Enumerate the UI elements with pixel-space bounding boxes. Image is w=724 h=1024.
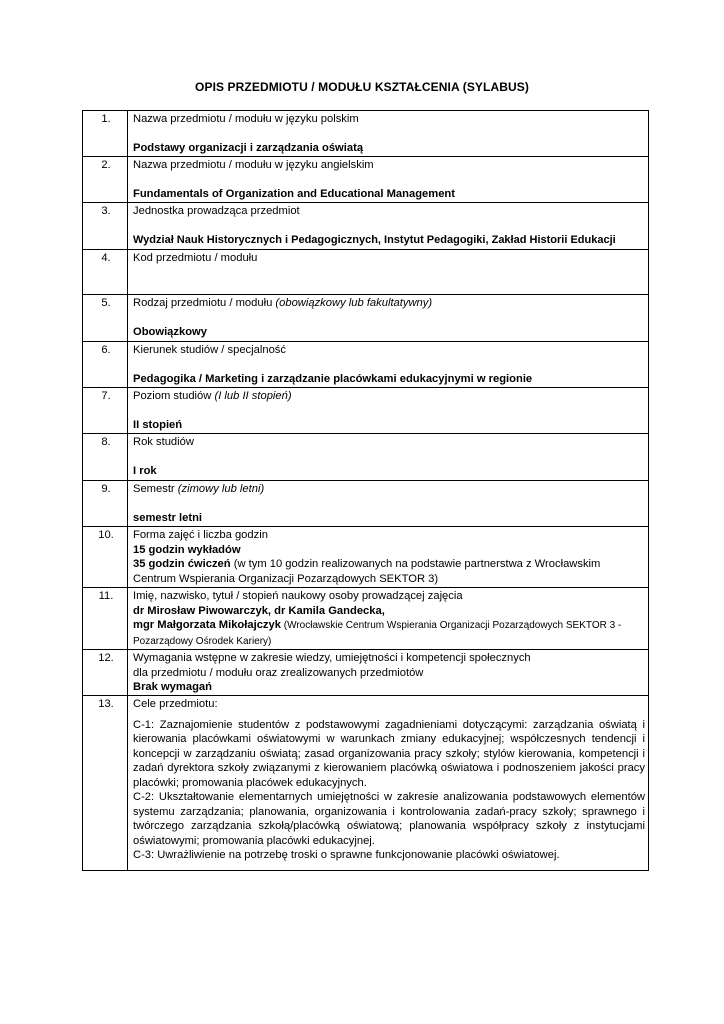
row-number: 2. <box>83 157 128 203</box>
field-value-detail: 35 godzin ćwiczeń (w tym 10 godzin realizowanych na podstawie partnerstwa z Wrocławskim Centrum Wspierania Organizacji Pozarządowych SEKTOR 3) <box>133 558 601 585</box>
row-number: 8. <box>83 434 128 481</box>
row-content <box>128 434 649 481</box>
row-content <box>128 388 649 434</box>
row-number: 1. <box>83 111 128 157</box>
table-row <box>83 388 649 434</box>
field-label: Imię, nazwisko, tytuł / stopień naukowy osoby prowadzącej zajęcia <box>133 590 463 602</box>
field-value: 15 godzin wykładów <box>133 543 241 556</box>
row-content <box>128 696 649 871</box>
table-row <box>83 527 649 588</box>
field-value: I rok <box>133 464 157 477</box>
row-content <box>128 342 649 388</box>
field-label: Jednostka prowadząca przedmiot <box>133 205 300 217</box>
row-number: 10. <box>83 527 128 588</box>
field-label: Nazwa przedmiotu / modułu w języku angielskim <box>133 159 374 171</box>
table-row <box>83 250 649 295</box>
row-number: 12. <box>83 650 128 696</box>
field-value: dr Mirosław Piwowarczyk, dr Kamila Gandecka, <box>133 604 385 617</box>
field-value: Wydział Nauk Historycznych i Pedagogicznych, Instytut Pedagogiki, Zakład Historii Edukacji <box>133 233 616 246</box>
field-value: Pedagogika / Marketing i zarządzanie placówkami edukacyjnymi w regionie <box>133 372 533 385</box>
row-number: 7. <box>83 388 128 434</box>
row-number: 5. <box>83 295 128 342</box>
table-row <box>83 696 649 871</box>
field-label: Rok studiów <box>133 436 194 448</box>
row-content <box>128 481 649 527</box>
table-row <box>83 295 649 342</box>
row-content <box>128 650 649 696</box>
field-label: Wymagania wstępne w zakresie wiedzy, umiejętności i kompetencji społecznych <box>133 652 531 664</box>
table-row <box>83 481 649 527</box>
field-label: Nazwa przedmiotu / modułu w języku polskim <box>133 113 359 125</box>
row-content <box>128 527 649 588</box>
field-value: Fundamentals of Organization and Educational Management <box>133 187 455 200</box>
row-content <box>128 157 649 203</box>
field-label: Semestr (zimowy lub letni) <box>133 483 265 495</box>
row-number: 3. <box>83 203 128 250</box>
row-number: 11. <box>83 588 128 650</box>
field-label: Kod przedmiotu / modułu <box>133 252 258 264</box>
row-content <box>128 203 649 250</box>
document-title: OPIS PRZEDMIOTU / MODUŁU KSZTAŁCENIA (SYLABUS) <box>195 80 529 94</box>
field-value: Brak wymagań <box>133 681 212 693</box>
field-value: Podstawy organizacji i zarządzania oświatą <box>133 141 364 154</box>
field-label: Rodzaj przedmiotu / modułu (obowiązkowy lub fakultatywny) <box>133 297 433 309</box>
course-goal-c2: C-2: Ukształtowanie elementarnych umiejętności w zakresie analizowania podstawowych elementów systemu zarządzania; planowania, organizowania i kontrolowania zadań-pracy szkoły; sprawnego i twórczego zarządzania szkołą/placówką oświatową; planowania współpracy szkoły z instytucjami oświatowymi; promowania placówki edukacyjnej. <box>133 791 645 847</box>
course-goal-c3: C-3: Uwrażliwienie na potrzebę troski o sprawne funkcjonowanie placówki oświatowej. <box>133 849 560 861</box>
field-value: II stopień <box>133 418 183 431</box>
table-row <box>83 342 649 388</box>
row-content <box>128 588 649 650</box>
syllabus-table <box>82 110 649 871</box>
table-row <box>83 650 649 696</box>
course-goal-c1: C-1: Zaznajomienie studentów z podstawowymi zagadnieniami dotyczącymi: zarządzania oświatą i kierowania placówkami oświatowymi w warunkach zmiany edukacyjnej; współczesnych tendencji i koncepcji w zarządzaniu oświatą; zasad organizowania pracy szkoły; stylów kierowania, kompetencji i zadań dyrektora szkoły związanymi z kierowaniem placówką oświatowa i podnoszeniem jakości pracy placówki; promowania placówek edukacyjnych. <box>133 718 645 789</box>
row-content <box>128 295 649 342</box>
table-row <box>83 111 649 157</box>
table-row <box>83 434 649 481</box>
field-label: Poziom studiów (I lub II stopień) <box>133 390 292 402</box>
field-label: Kierunek studiów / specjalność <box>133 344 286 356</box>
field-value-detail: mgr Małgorzata Mikołajczyk (Wrocławskie Centrum Wspierania Organizacji Pozarządowych SEKTOR 3 - Pozarządowy Ośrodek Kariery) <box>133 619 622 647</box>
field-label: Cele przedmiotu: <box>133 698 218 710</box>
row-number: 9. <box>83 481 128 527</box>
table-row <box>83 588 649 650</box>
row-number: 6. <box>83 342 128 388</box>
row-number: 4. <box>83 250 128 295</box>
table-row <box>83 157 649 203</box>
row-content <box>128 111 649 157</box>
field-label: Forma zajęć i liczba godzin <box>133 529 268 541</box>
field-value: semestr letni <box>133 511 203 524</box>
field-label-line2: dla przedmiotu / modułu oraz zrealizowanych przedmiotów <box>133 666 424 679</box>
field-value: Obowiązkowy <box>133 325 207 338</box>
table-row <box>83 203 649 250</box>
row-content <box>128 250 649 295</box>
row-number: 13. <box>83 696 128 871</box>
